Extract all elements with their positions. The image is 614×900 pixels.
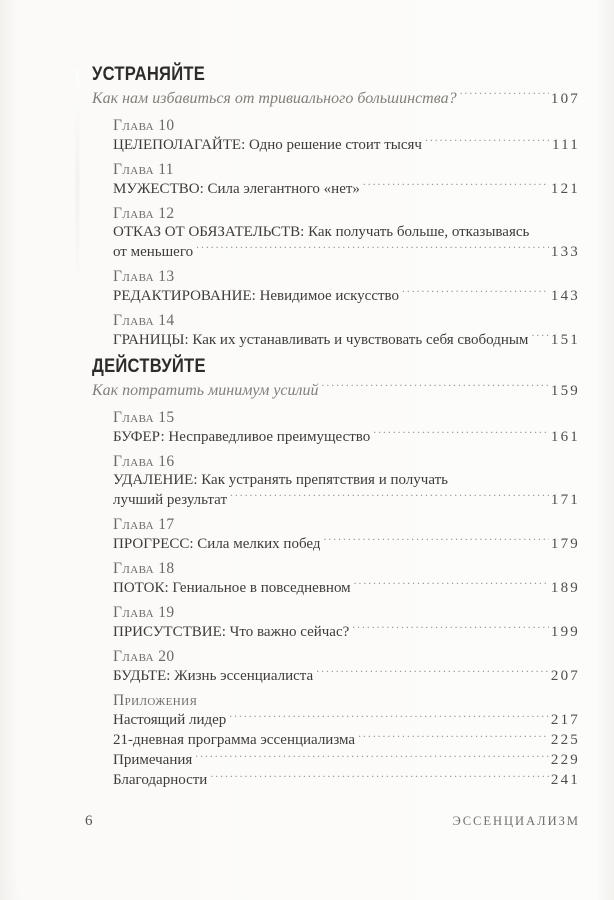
toc-page-number: 189 (550, 580, 580, 596)
chapter-number-label: Глава 10 (113, 117, 175, 134)
toc-entry-chapter (113, 515, 578, 554)
chapter-entries (113, 116, 578, 350)
dotted-leader (402, 286, 549, 300)
toc-entry-chapter (113, 267, 578, 306)
toc-entry-chapter (113, 559, 578, 598)
toc-entry-chapter (113, 408, 578, 447)
toc-page-number: 171 (550, 492, 580, 508)
chapter-entries (113, 408, 578, 686)
toc-entry-chapter (113, 603, 578, 642)
chapter-title-row (113, 578, 578, 598)
chapter-title: ПРИСУТСТВИЕ: Что важно сейчас? (113, 624, 350, 640)
dotted-leader (425, 135, 550, 149)
section-subtitle: Как нам избавиться от тривиального большинства? (92, 90, 457, 107)
toc-page-number: 133 (550, 244, 580, 260)
toc-entry-appendix (113, 750, 578, 770)
folio-page-number: 6 (85, 813, 93, 829)
dotted-leader (323, 534, 548, 548)
toc-entry-chapter (113, 160, 578, 199)
page-footer (85, 813, 578, 830)
toc-entry-appendix (113, 730, 578, 750)
chapter-title: БУДЬТЕ: Жизнь эссенциалиста (113, 668, 314, 684)
toc-page-number: 121 (550, 181, 580, 197)
toc-page-number: 161 (550, 429, 580, 445)
dotted-leader (358, 730, 549, 744)
appendix-label: Приложения (113, 692, 198, 709)
chapter-title-row (113, 666, 578, 686)
chapter-title-row (113, 242, 578, 262)
chapter-title: ПОТОК: Гениальное в повседневном (113, 580, 351, 596)
toc-entry-chapter (113, 311, 578, 350)
dotted-leader (229, 710, 549, 724)
chapter-number-label: Глава 15 (113, 409, 175, 426)
running-title: ЭССЕНЦИАЛИЗМ (452, 814, 580, 828)
dotted-leader (316, 666, 549, 680)
toc-page-number: 159 (550, 383, 580, 399)
chapter-title-row (113, 179, 578, 199)
appendix-title: Настоящий лидер (113, 712, 227, 728)
dotted-leader (373, 427, 549, 441)
scan-crease (76, 70, 79, 290)
chapter-title: лучший результат (113, 492, 227, 508)
toc-entry-chapter (113, 116, 578, 155)
dotted-leader (210, 770, 549, 784)
chapter-number-label: Глава 18 (113, 560, 175, 577)
section-subtitle: Как потратить минимум усилий (92, 382, 319, 399)
toc-section (92, 356, 578, 686)
chapter-title-row (113, 135, 578, 155)
chapter-number-label: Глава 12 (113, 205, 175, 222)
dotted-leader (363, 179, 549, 193)
chapter-number-label: Глава 13 (113, 268, 175, 285)
dotted-leader (354, 578, 549, 592)
chapter-number-label: Глава 14 (113, 312, 175, 329)
toc-section (92, 64, 578, 350)
chapter-number-label: Глава 11 (113, 161, 174, 178)
toc-page-number: 179 (550, 536, 580, 552)
dotted-leader (196, 242, 549, 256)
chapter-number-label: Глава 16 (113, 453, 175, 470)
chapter-number-label: Глава 17 (113, 516, 175, 533)
toc-entry-chapter (113, 204, 578, 262)
chapter-title: РЕДАКТИРОВАНИЕ: Невидимое искусство (113, 288, 400, 304)
toc-page-number: 217 (550, 712, 580, 728)
appendix-title: 21-дневная программа эссенциализма (113, 732, 356, 748)
toc-page-number: 225 (550, 732, 580, 748)
toc-page-number: 229 (550, 752, 580, 768)
chapter-title: от меньшего (113, 244, 194, 260)
toc-page-number: 151 (550, 332, 580, 348)
toc-entry-section-subtitle (92, 380, 578, 402)
toc-page-number: 107 (550, 91, 580, 107)
chapter-title-row (113, 622, 578, 642)
chapter-number-label: Глава 20 (113, 648, 175, 665)
dotted-leader (460, 89, 549, 103)
chapter-title-row (113, 286, 578, 306)
chapter-title-row (113, 427, 578, 447)
toc-entry-appendix (113, 710, 578, 730)
toc-entry-chapter (113, 452, 578, 510)
chapter-title: ГРАНИЦЫ: Как их устанавливать и чувствовать себя свободным (113, 332, 529, 348)
toc-page-number: 143 (550, 288, 580, 304)
appendix-title: Благодарности (113, 772, 208, 788)
toc-page-number: 241 (550, 772, 580, 788)
toc-entry-appendix (113, 770, 578, 790)
chapter-title: МУЖЕСТВО: Сила элегантного «нет» (113, 181, 360, 197)
toc-page-number: 199 (550, 624, 580, 640)
section-header: УСТРАНЯЙТЕ (92, 63, 206, 85)
chapter-title-row (113, 330, 578, 350)
toc-page-number: 111 (552, 137, 580, 153)
chapter-title-line: УДАЛЕНИЕ: Как устранять препятствия и получать (113, 472, 449, 488)
dotted-leader (230, 490, 549, 504)
toc-entry-chapter (113, 647, 578, 686)
chapter-title: ЦЕЛЕПОЛАГАЙТЕ: Одно решение стоит тысяч (113, 137, 422, 153)
chapter-title-line: ОТКАЗ ОТ ОБЯЗАТЕЛЬСТВ: Как получать больше, отказываясь (113, 224, 530, 240)
toc-page-number: 207 (550, 668, 580, 684)
dotted-leader (322, 381, 549, 395)
appendix-title: Примечания (113, 752, 193, 768)
toc-entry-section-subtitle (92, 88, 578, 110)
chapter-number-label: Глава 19 (113, 604, 175, 621)
chapter-title: ПРОГРЕСС: Сила мелких побед (113, 536, 321, 552)
dotted-leader (531, 330, 548, 344)
chapter-title-row (113, 490, 578, 510)
dotted-leader (195, 750, 549, 764)
table-of-contents (92, 64, 578, 790)
toc-appendix (113, 691, 578, 790)
section-header: ДЕЙСТВУЙТЕ (92, 355, 206, 377)
chapter-title-row (113, 534, 578, 554)
dotted-leader (352, 622, 549, 636)
chapter-title: БУФЕР: Несправедливое преимущество (113, 429, 371, 445)
